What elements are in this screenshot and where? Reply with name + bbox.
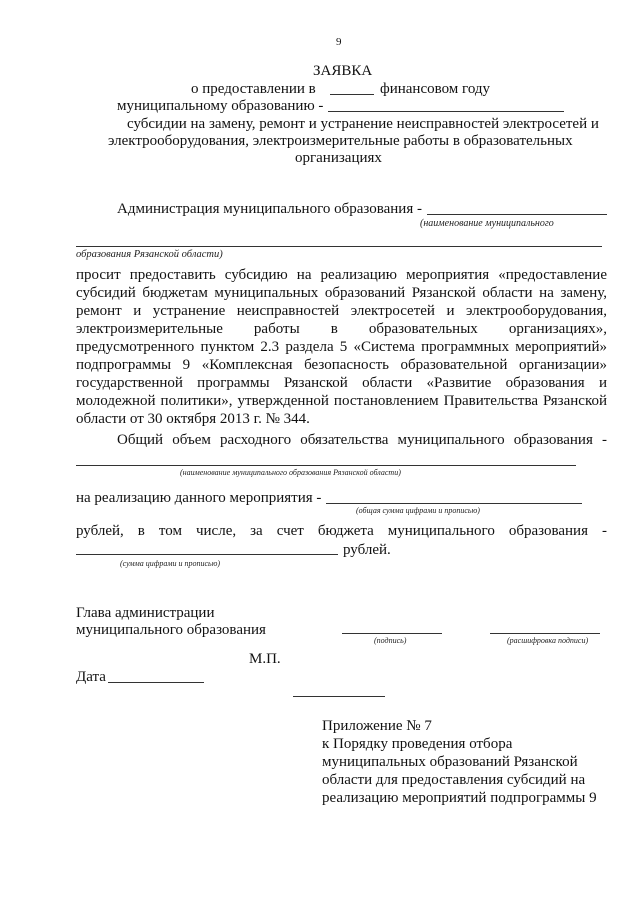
date-blank (108, 682, 204, 683)
signature-decode-caption: (расшифровка подписи) (507, 636, 589, 645)
appendix-line-5: реализацию мероприятий подпрограммы 9 (322, 790, 597, 806)
obligation-line-4-post: рублей. (343, 542, 391, 558)
body-line-5: предусмотренного пунктом 2.3 раздела 5 «Система программных мероприятий» (76, 339, 607, 355)
budget-amount-blank (76, 554, 338, 555)
appendix-line-2: к Порядку проведения отбора (322, 736, 513, 752)
obligation-caption-3: (сумма цифрами и прописью) (120, 559, 221, 568)
signature-caption: (подпись) (374, 636, 407, 645)
body-line-3: ремонт и устранение неисправностей электросетей и электрооборудования, (76, 303, 607, 319)
municipality-blank (328, 111, 564, 112)
applicant-caption-b: образования Рязанской области) (76, 249, 223, 260)
applicant-blank (427, 214, 607, 215)
body-line-2: субсидий бюджетам муниципальных образований Рязанской области на замену, (76, 285, 607, 301)
stamp-label: М.П. (249, 651, 281, 667)
date-label: Дата (76, 669, 106, 685)
obligation-line-1: Общий объем расходного обязательства муниципального образования - (117, 432, 607, 448)
year-blank (330, 94, 374, 95)
title-line-1-post: финансовом году (380, 81, 491, 97)
title-line-1-pre: о предоставлении в (191, 81, 316, 97)
title-line-2: муниципальному образованию - (117, 98, 324, 114)
page-number: 9 (336, 36, 342, 48)
obligation-blank-1 (76, 465, 576, 466)
appendix-line-3: муниципальных образований Рязанской (322, 754, 578, 770)
body-line-6: подпрограммы 9 «Комплексная безопасность образовательной организации» (76, 357, 607, 373)
obligation-line-3: рублей, в том числе, за счет бюджета муниципального образования - (76, 523, 607, 539)
obligation-caption-1: (наименование муниципального образования Рязанской области) (180, 468, 401, 477)
title-line-5: организациях (295, 150, 382, 166)
applicant-caption-a: (наименование муниципального (420, 218, 554, 229)
applicant-blank-2 (76, 246, 602, 247)
signature-line-2: муниципального образования (76, 622, 266, 638)
signature-line-1: Глава администрации (76, 605, 215, 621)
appendix-line-1: Приложение № 7 (322, 718, 432, 734)
body-line-8: молодежной политики», утвержденной постановлением Правительства Рязанской (76, 393, 607, 409)
body-line-7: государственной программы Рязанской области «Развитие образования и (76, 375, 607, 391)
appendix-line-4: области для предоставления субсидий на (322, 772, 586, 788)
signature-blank (342, 633, 442, 634)
separator-line (293, 696, 385, 697)
title-line-4: электрооборудования, электроизмерительные работы в образовательных (108, 133, 573, 149)
body-line-1: просит предоставить субсидию на реализацию мероприятия «предоставление (76, 267, 607, 283)
body-line-9: области от 30 октября 2013 г. № 344. (76, 411, 310, 427)
applicant-label: Администрация муниципального образования - (117, 201, 422, 217)
obligation-caption-2: (общая сумма цифрами и прописью) (356, 506, 480, 515)
body-line-4: электроизмерительные работы в образовательных организациях», (76, 321, 607, 337)
title-line-3: субсидии на замену, ремонт и устранение неисправностей электросетей и (127, 116, 599, 132)
obligation-line-2: на реализацию данного мероприятия - (76, 490, 322, 506)
document-title: ЗАЯВКА (313, 63, 373, 79)
amount-blank (326, 503, 582, 504)
signature-decode-blank (490, 633, 600, 634)
